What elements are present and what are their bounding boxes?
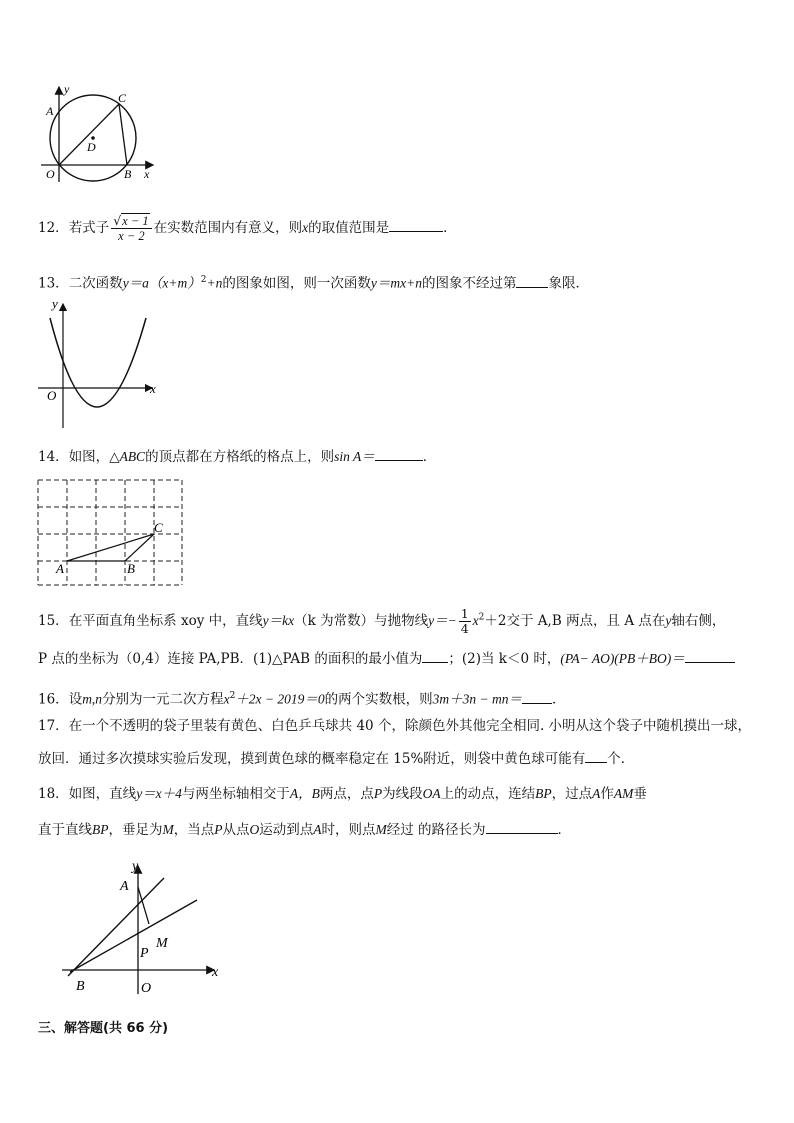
answer-blank[interactable] [486, 820, 558, 834]
label-D: D [87, 140, 96, 154]
question-15: 15．在平面直角坐标系 xoy 中，直线y＝kx（k 为常数）与抛物线y＝− $\frac{1}{4}$ $x^2+2$交于 A,B 两点，且 A 点在y轴右侧， [38, 606, 726, 636]
answer-blank[interactable] [685, 649, 735, 663]
label-M: M [156, 936, 168, 951]
grid-figure [36, 478, 186, 588]
label-C: C [154, 520, 163, 535]
label-B: B [127, 561, 135, 576]
label-x: x [212, 965, 219, 980]
question-13: 13．二次函数$y=a(x+m)^2+n$的图象如图，则一次函数y＝mx+n的图象不经过第 象限． [38, 275, 589, 292]
label-y: y [64, 82, 70, 96]
question-17-line2: 放回．通过多次摸球实验后发现，摸到黄色球的概率稳定在 15%附近，则袋中黄色球可能有 个． [38, 751, 635, 767]
label-A: A [120, 879, 129, 894]
section-heading: 三、解答题(共 66 分) [38, 1021, 169, 1036]
label-y: y [132, 859, 139, 874]
label-C: C [118, 91, 127, 105]
label-O: O [46, 167, 55, 181]
label-x: x [144, 167, 150, 181]
line-figure [52, 858, 227, 998]
label-B: B [124, 167, 132, 181]
circle-figure [38, 82, 163, 184]
label-B: B [76, 979, 85, 994]
question-12: 12．若式子 $\frac{√x - 1}{x - 2}$ 在实数范围内有意义，则x的取值范围是 ． [38, 213, 457, 243]
question-17: 17．在一个不透明的袋子里装有黄色、白色乒乓球共 40 个，除颜色外其他完全相同. 小明从这个袋子中随机摸出一球， [38, 718, 752, 734]
parabola-figure [36, 296, 166, 431]
question-18: 18．如图，直线y＝x＋4与两坐标轴相交于A，B两点，点P为线段OA上的动点，连结BP，过点A作AM垂 [38, 786, 647, 802]
question-16: 16．设m,n分别为一元二次方程$x^2+2x - 2019=0$的两个实数根，则3m＋3n − mn＝ ． [38, 691, 566, 708]
label-O: O [47, 388, 57, 403]
answer-blank[interactable] [389, 218, 443, 232]
label-O: O [141, 981, 152, 996]
answer-blank[interactable] [516, 274, 548, 288]
question-15-line2: P 点的坐标为（0,4）连接 PA,PB．(1)△PAB 的面积的最小值为 ；(2)当 k＜0 时，(PA− AO)(PB＋BO)＝ [38, 649, 735, 668]
label-P: P [140, 946, 149, 961]
question-18-line2: 直于直线BP，垂足为M，当点P从点O运动到点A时，则点M经过 的路径长为 ． [38, 822, 572, 838]
answer-blank[interactable] [585, 749, 607, 763]
answer-blank[interactable] [522, 690, 552, 704]
answer-blank[interactable] [375, 447, 423, 461]
question-14: 14．如图，△ABC的顶点都在方格纸的格点上，则sin A＝ ． [38, 449, 437, 465]
label-x: x [150, 381, 156, 396]
answer-blank[interactable] [422, 649, 448, 663]
label-A: A [46, 104, 54, 118]
label-A: A [56, 561, 64, 576]
label-y: y [52, 296, 58, 311]
fraction: $\frac{√x - 1}{x - 2}$ [111, 214, 151, 243]
